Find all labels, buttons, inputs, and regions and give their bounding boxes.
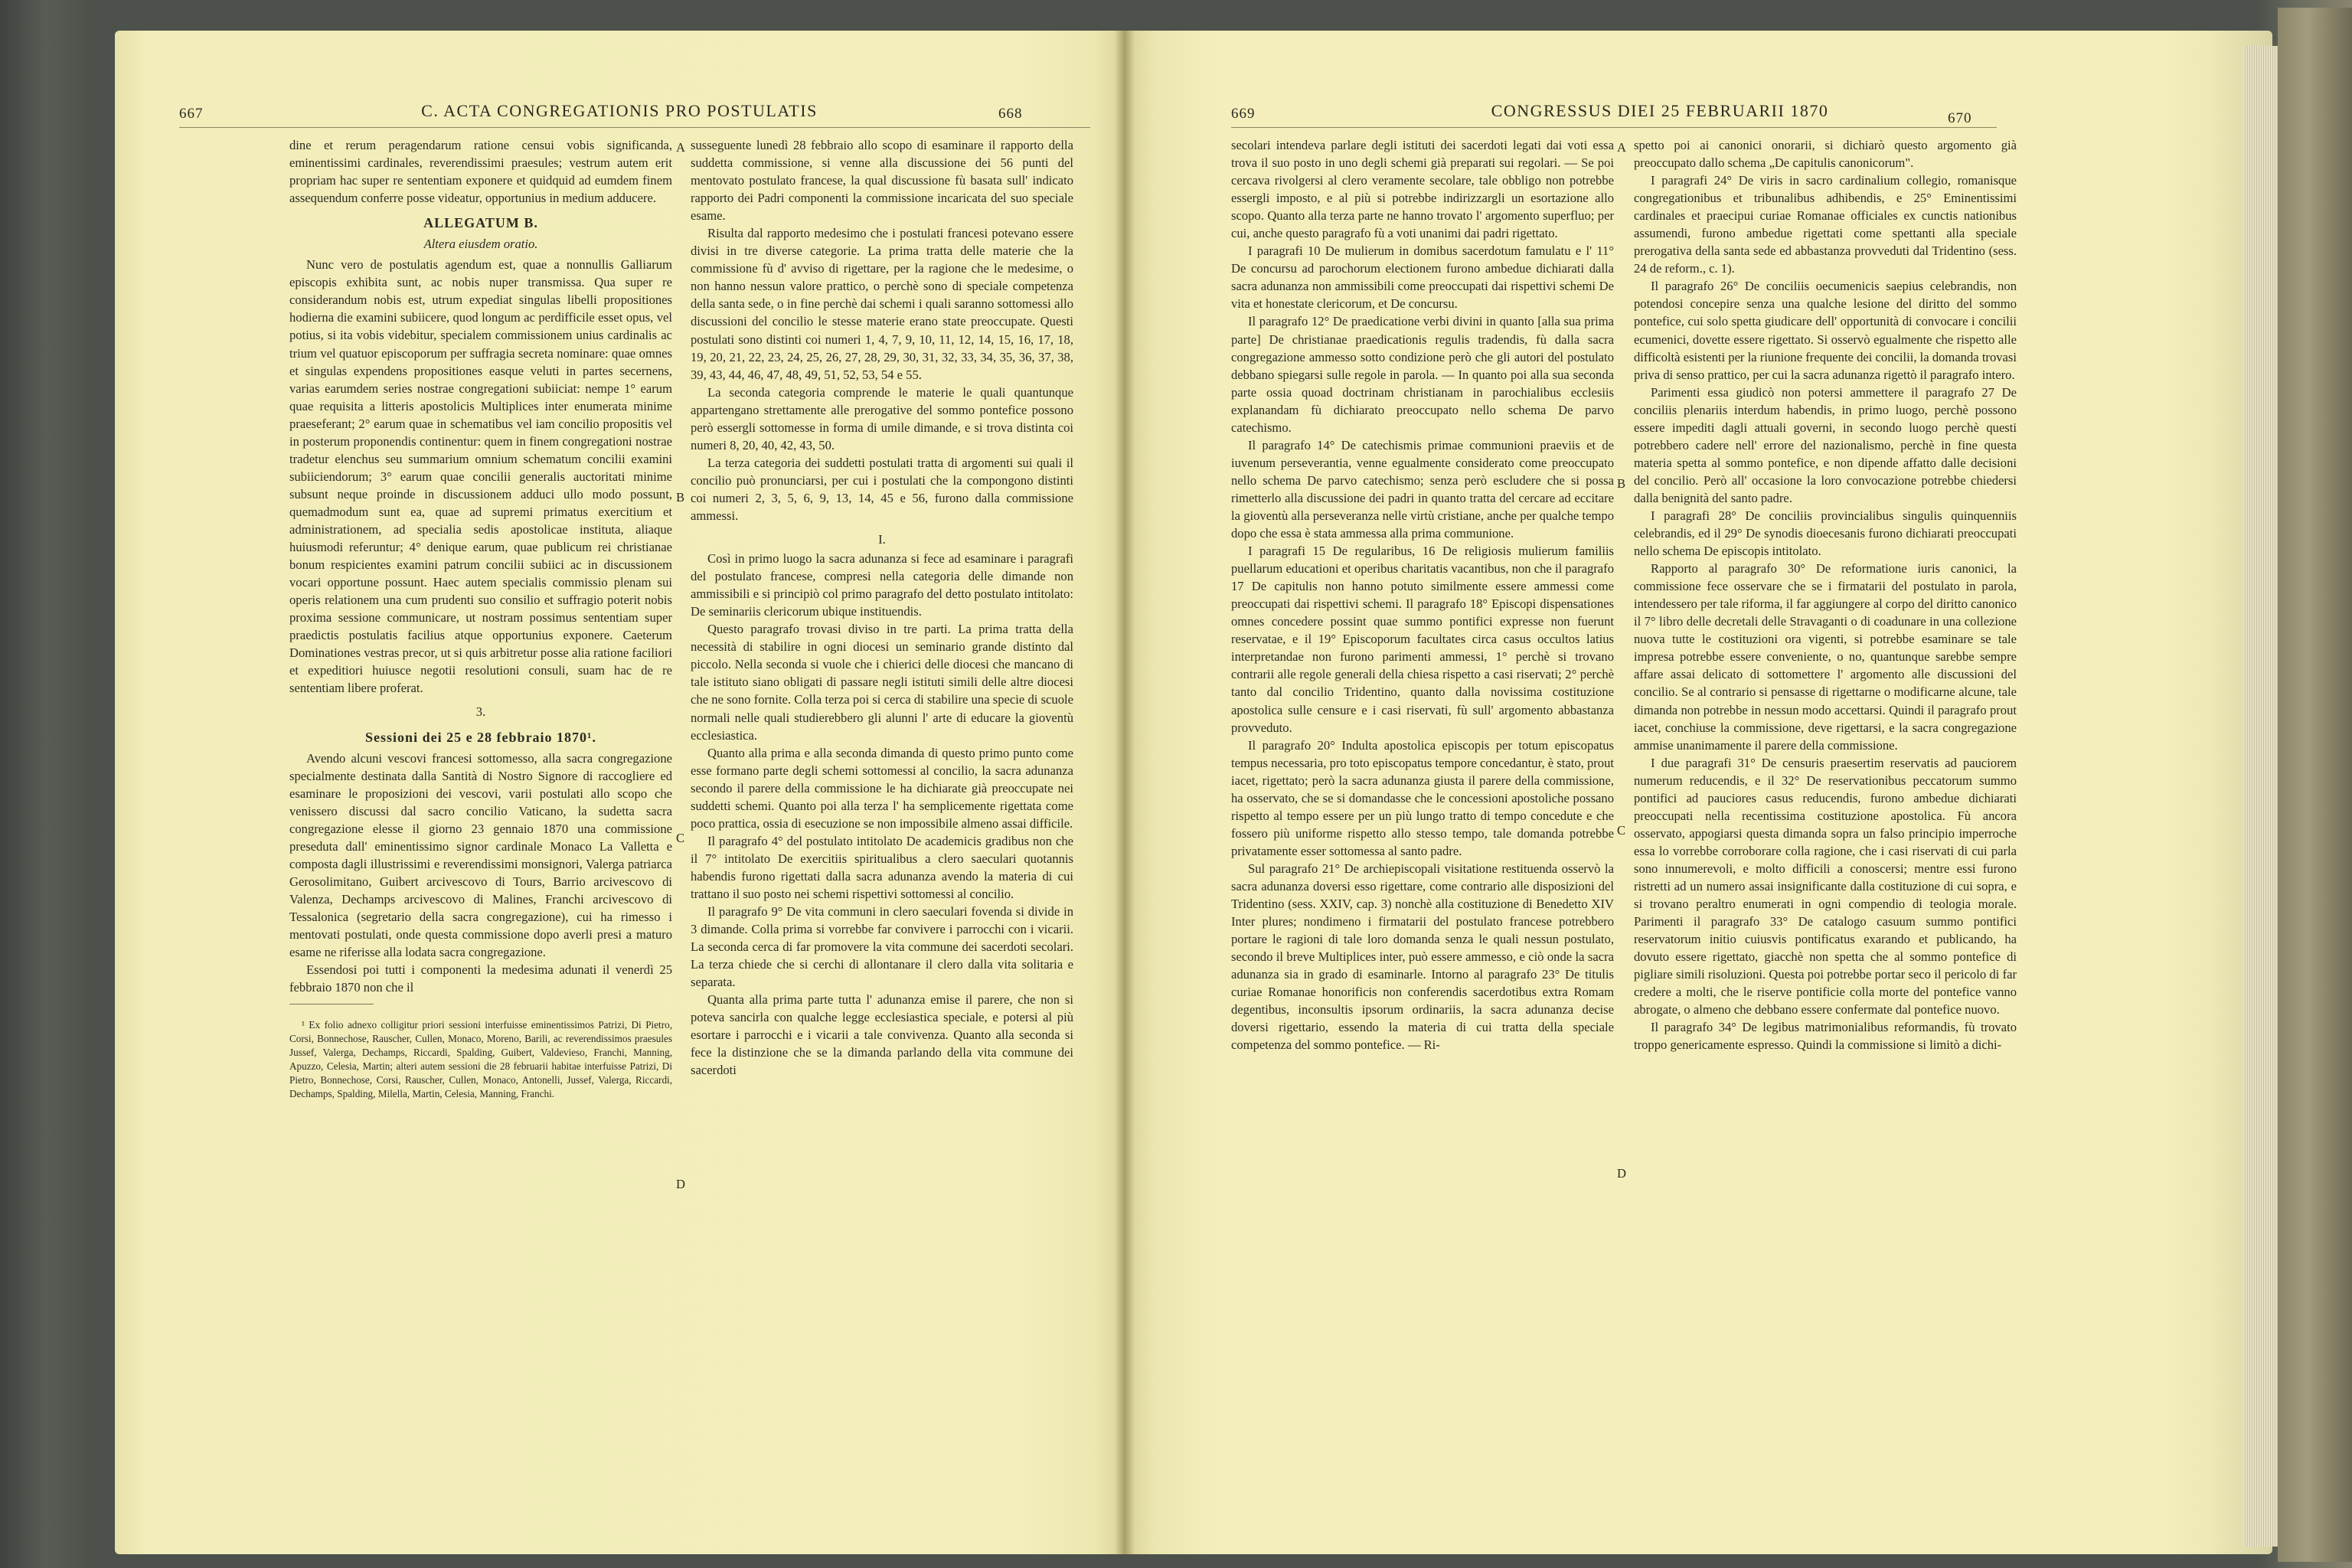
left-page-header [115, 67, 1124, 122]
left-column-1 [289, 136, 672, 1545]
paragraph: I paragrafi 28° De conciliis provincialibus singulis quinquenniis celebrandis, ed il 29° De synodis dioecesanis furono dichiarati preoccupati nello schema De episcopis intitolato. [1634, 508, 2017, 559]
header-rule [1231, 127, 1997, 128]
paragraph: Il paragrafo 34° De legibus matrimonialibus reformandis, fù trovato troppo genericamente espresso. Quindi la commissione si limitò a dichi- [1634, 1020, 2017, 1053]
paragraph: La terza categoria dei suddetti postulati tratta di argomenti sui quali il concilio può pronunciarsi, per cui i postulati che la compongono distinti coi numeri 2, 3, 5, 6, 9, 13, 14, 45 e 56, furono dalla commissione ammessi. [691, 455, 1073, 523]
paragraph: Il paragrafo 20° Indulta apostolica episcopis per totum episcopatus tempus necessaria, pro toto episcopatus tempore concedantur, è stato, prout iacet, rigettato; però la sacra adunanza giusta il parere della commissione, ha osservato, che se si domandasse che le concessioni apostoliche possano rispetto al tempo essere per un più lungo tratto di tempo concedute e che fossero più uniforme rispetto allo stesso tempo, tale domanda potrebbe privatamente esser sottomessa al santo padre. [1231, 737, 1614, 858]
left-column-2 [691, 136, 1073, 1545]
right-column-2 [1634, 136, 2017, 1545]
paragraph: I paragrafi 15 De regularibus, 16 De religiosis mulierum familiis puellarum educationi et operibus charitatis vacantibus, non che il paragrafo 17 De capitulis non hanno potuto similmente essere ammessi come preoccupati dai rispettivi schemi. Il paragrafo 18° Episcopi dispensationes omnes concedere possint quae summo pontifici expresse non fuerunt reservatae, e il 19° Episcoporum facultates circa casus occultos latius interpretandae non furono parimenti ammessi, 1° perchè si trovano contrarii alle regole generali della chiesa rispetto a casi riservati; 2° perchè tanto dal concilio Tridentino, quanto dalla novissima costituzione apostolica sulle censure e i casi riservati, fù sull' argomento abbastanza provveduto. [1231, 544, 1614, 735]
page-number: 670 [1948, 110, 1972, 126]
paragraph: Così in primo luogo la sacra adunanza si fece ad esaminare i paragrafi del postulato francese, compresi nella categoria delle dimande non ammissibili e si principiò col primo paragrafo del detto postulato intitolato: De seminariis clericorum ubique instituendis. [691, 551, 1073, 619]
paragraph: La seconda categoria comprende le materie le quali quantunque appartengano strettamente alle prerogative del sommo pontefice possono però essergli sottomesse in forma di umile dimande, e si trova distinta coi numeri 8, 20, 40, 42, 43, 50. [691, 384, 1073, 452]
section-number: I. [878, 532, 886, 547]
margin-marker: D [1617, 1166, 1626, 1181]
section-heading: Sessioni dei 25 e 28 febbraio 1870¹. [365, 729, 596, 745]
paragraph: Essendosi poi tutti i componenti la medesima adunati il venerdì 25 febbraio 1870 non che il [289, 962, 672, 995]
left-page [115, 31, 1124, 1554]
paragraph: dine et rerum peragendarum ratione censui vobis significanda, eminentissimi cardinales, reverendissimi praesules; vestrum autem erit propriam hac super re sententiam exponere et quidquid ad eumdem finem assequendum conferre posse videatur, opportunius in medium adducere. [289, 138, 672, 206]
book-gutter [1115, 31, 1135, 1554]
running-title: C. ACTA CONGREGATIONIS PRO POSTULATIS [421, 101, 818, 120]
paragraph: Rapporto al paragrafo 30° De reformatione iuris canonici, la commissione fece osservare che se i firmatarii del postulato in parola, intendessero per tale riforma, il far aggiungere al corpo del diritto canonico il 7° libro delle decretali delle Stravaganti o di coadunare in una collezione nuova tutte le costituzioni ora vigenti, si potrebbe esaminare se tale impresa potrebbe essere conveniente, o no, quantunque sarebbe sempre affare assai delicato di sottomettere l' argomento alle discussioni del concilio. Se al contrario si pensasse di rigettarne o modificarne alcune, tale dimanda non potrebbe in nessun modo accettarsi. Quindi il paragrafo prout iacet, conchiuse la commissione, deve rigettarsi, e la sacra congregazione ammise unanimamente il parere della commissione. [1634, 561, 2017, 753]
paragraph: Il paragrafo 4° del postulato intitolato De academicis gradibus non che il 7° intitolato De exercitiis spiritualibus a clero saeculari quotannis habendis furono rigettati dalla sacra adunanza avendo la materia di cui trattano il suo posto nei schemi rispettivi sottomessi al concilio. [691, 833, 1073, 901]
paragraph: susseguente lunedì 28 febbraio allo scopo di esaminare il rapporto della suddetta commissione, si venne alla discussione dei 56 punti del mentovato postulato francese, la qual discussione fù basata sull' indicato rapporto dei Padri componenti la commissione incaricata del suo speciale esame. [691, 138, 1073, 224]
paragraph: secolari intendeva parlare degli istituti dei sacerdoti legati dai voti essa trova il suo posto in uno degli schemi già preparati sui regolari. — Se poi cercava rivolgersi al clero veramente secolare, tale obbligo non potrebbe essergli imposto, e al più si potrebbe indirizzargli un esortazione allo scopo. Quanto alla terza parte ne hanno trovato l' argomento superfluo; per cui, anche questo paragrafo fù a voti unanimi dai padri rigettato. [1231, 138, 1614, 241]
paragraph: Nunc vero de postulatis agendum est, quae a nonnullis Galliarum episcopis exhibita sunt, ac nobis nuper transmissa. Qua super re considerandum nobis est, utrum expediat singulas libelli propositiones hodierna die examini subiicere, quod longum ac perdifficile esset opus, vel potius, si ita vobis videbitur, specialem commissionem unius cardinalis ac trium vel quatuor episcoporum per suffragia secreta nominare: quae omnes et singulas expendens propositiones easque veluti in partes secernens, varias earumdem series nostrae congregationi subiiciat: nempe 1° earum quae requisita a litteris apostolicis Multiplices inter enumerata minime praeseferant; 2° earum quae in schematibus vel iam concilio propositis vel in posterum proponendis continentur: quem in finem congregationi nostrae tradetur elenchus seu summarium omnium schematum concilii examini subiiciendorum; 3° earum quae concilii generalis auctoritati minime subsunt neque proinde in discussionem adduci ullo modo possunt, quemadmodum sunt ea, quae ad supremi primatus exercitium et administrationem, ad specialia sedis apostolicae instituta, aliaque huiusmodi referuntur; 4° denique earum, quae publicum rei christianae bonum respicientes examini patrum concilii subiici ac in discussionem vocari opportune possunt. Haec autem specialis commissio plenam sui operis relationem una cum prudenti suo consilio et suffragio poterit nobis proxima sessione communicare, ut nostram possimus sententiam super praedictis postulatis facilius atque opportunius exponere. Caeterum Dominationes vestras precor, ut si quis arbitretur posse alia ratione faciliori et expeditiori huiusce negotii resolutioni consuli, suam hac de re sententiam libere proferat. [289, 257, 672, 696]
page-number: 667 [179, 106, 204, 122]
running-title: CONGRESSUS DIEI 25 FEBRUARII 1870 [1491, 101, 1829, 120]
paragraph: Parimenti essa giudicò non potersi ammettere il paragrafo 27 De conciliis plenariis interdum habendis, in primo luogo, perchè possono essere impediti dagli attuali governi, in secondo luogo perchè questi potrebbero cadere nell' errore del nazionalismo, perchè in fine questa materia spetta al sommo pontefice, e non dipende affatto dalle decisioni del concilio. Però all' occasione la loro convocazione potrebbe chiedersi dalla benignità del santo padre. [1634, 384, 2017, 505]
section-subheading: Altera eiusdem oratio. [423, 237, 538, 252]
paragraph: spetto poi ai canonici onorarii, si dichiarò questo argomento già preoccupato dallo schema „De capitulis canonicorum". [1634, 138, 2017, 171]
paragraph: Quanto alla prima e alla seconda dimanda di questo primo punto come esse formano parte degli schemi sottomessi al concilio, la sacra adunanza secondo il parere della commissione le ha dichiarate già preoccupate nei suddetti schemi. Quanto poi alla terza l' ha semplicemente rigettata come poco prattica, ossia di esecuzione se non impossibile almeno assai difficile. [691, 745, 1073, 831]
paragraph: Avendo alcuni vescovi francesi sottomesso, alla sacra congregazione specialmente destinata dalla Santità di Nostro Signore di raccogliere ed esaminare le proposizioni dei vescovi, varii postulati allo scopo che venissero discussi dal sacro concilio Vaticano, la sudetta sacra congregazione elesse il giorno 23 gennaio 1870 una commissione preseduta dall' eminentissimo signor cardinale Monaco La Valletta e composta dagli illustrissimi e reverendissimi monsignori, Valerga patriarca Gerosolimitano, Guibert arcivescovo di Tours, Barrio arcivescovo di Valenza, Dechamps arcivescovo di Malines, Franchi arcivescovo di Tessalonica (segretario della sacra congregazione), cui ha rimesso i mentovati postulati, onde questa commissione dopo averli presi a maturo esame ne riferisse alla lodata sacra congregazione. [289, 750, 672, 960]
paragraph: Risulta dal rapporto medesimo che i postulati francesi potevano essere divisi in tre diverse categorie. La prima tratta delle materie che la commissione fù d' avviso di rigettare, per la ragione che le medesime, o non hanno nessun valore prattico, o perchè sono di speciale competenza della santa sede, o in fine perchè dai schemi i quali saranno sottomessi allo discussioni del concilio le stesse materie erano state preoccupate. Questi postulati sono distinti coi numeri 1, 4, 7, 9, 10, 11, 12, 14, 15, 16, 17, 18, 19, 20, 21, 22, 23, 24, 25, 26, 27, 28, 29, 30, 31, 32, 33, 34, 35, 36, 37, 38, 39, 43, 44, 46, 47, 48, 49, 51, 52, 53, 54 e 55. [691, 226, 1073, 382]
paragraph: Quanta alla prima parte tutta l' adunanza emise il parere, che non si poteva sancirla con qualche legge ecclesiastica speciale, e potersi al più esortare i parrocchi e i vicarii a tale convivenza. Quanto alla seconda si fece la distinzione che se la dimanda parlando della vita commune dei sacerdoti [691, 992, 1073, 1078]
margin-marker: C [1617, 823, 1626, 838]
margin-marker: A [676, 140, 685, 155]
paragraph: I due paragrafi 31° De censuris praesertim reservatis ad pauciorem numerum reducendis, e il 32° De reservationibus peccatorum summo pontifici ad pauciores casus reducendis, furono ambedue dichiarati preoccupati nella recentissima costituzione apostolica. Fù ancora osservato, appogiarsi questa dimanda sopra un falso principio imperroche essa lo vorrebbe corroborare colla ragione, che i casi riservati di cui parla sono innumerevoli, e molto difficili a conoscersi; mentre essi furono ristretti ad un numero assai insignificante dalla costituzione di cui sopra, e si trovano peraltro enumerati in ogni compendio di teologia morale. Parimenti il paragrafo 33° De catalogo casuum summo pontifici reservatorum initio cuiusvis pontificatus exarando et publicando, ha dovuto essere rigettato, giacchè non spetta che al sommo pontefice di pigliare simili risoluzioni. Questa poi potrebbe portar seco il pericolo di far credere a molti, che le riserve pontificie colla morte del pontefice vanno abrogate, o almeno che debbano essere confermate dal pontefice nuovo. [1634, 755, 2017, 1018]
right-page-header [1124, 67, 2272, 126]
paragraph: Questo paragrafo trovasi diviso in tre parti. La prima tratta della necessità di stabilire in ogni diocesi un seminario grande distinto dal piccolo. Nella seconda si vuole che i chierici delle diocesi che mancano di tale istituto siano obligati di passare negli istituti simili delle altre diocesi che ne sono fornite. Colla terza poi si cerca di stabilire una specie di scuole normali nelle quali studierebbero gli alunni l' arte di educare la gioventù ecclesiastica. [691, 622, 1073, 743]
margin-marker: A [1617, 140, 1626, 155]
right-column-1 [1231, 136, 1614, 1545]
page-number: 669 [1231, 106, 1256, 122]
margin-marker: C [676, 831, 685, 845]
margin-marker: B [1617, 476, 1626, 491]
paragraph: Il paragrafo 26° De conciliis oecumenicis saepius celebrandis, non potendosi concepire senza una qualche lesione del diritto del sommo pontefice, cui solo spetta giudicare dell' opportunità di convocare i concilii ecumenici, dovette essere rigettato. Si osservò egualmente che rispetto alle difficoltà esistenti per la riunione frequente dei concilii, la domanda trovasi priva di senso prattico, per cui la sacra adunanza rigettò il paragrafo intero. [1634, 279, 2017, 382]
margin-marker: B [676, 490, 685, 505]
paragraph: I paragrafi 10 De mulierum in domibus sacerdotum famulatu e l' 11° De concursu ad parochorum electionem furono ambedue dichiarati dalla sacra adunanza non ammissibili come preoccupati dai rispettivi schemi De vita et honestate clericorum, et De concursu. [1231, 243, 1614, 312]
section-heading: ALLEGATUM B. [423, 215, 538, 231]
paragraph: Il paragrafo 14° De catechismis primae communioni praeviis et de iuvenum perseverantia, venne egualmente considerato come preoccupato nello schema De parvo catechismo; senza però escludere che si possa rimetterlo alla discussione dei padri in quanto tratta del cercare ad eccitare la gioventù alla perseveranza nelle virtù cristiane, anche per qualche tempo dopo che essa è stata ammessa alla prima communione. [1231, 437, 1614, 541]
paragraph: Il paragrafo 9° De vita communi in clero saeculari fovenda si divide in 3 dimande. Colla prima si vorrebbe far convivere i parrocchi con i vicarii. La seconda cerca di far promovere la vita commune dei sacerdoti secolari. La terza chiede che si cerchi di allontanare il clero dalla vita solitaria e separata. [691, 904, 1073, 990]
paragraph: I paragrafi 24° De viris in sacro cardinalium collegio, romanisque congregationibus et tribunalibus adhibendis, e 25° Eminentissimi cardinales et praecipui curiae Romanae officiales ex cunctis nationibus assumendi, furono ambedue rigettati come spettanti alla speciale prerogativa della santa sede ed abbastanza provveduti dal Tridentino (sess. 24 de reform., c. 1). [1634, 173, 2017, 276]
footnote: ¹ Ex folio adnexo colligitur priori sessioni interfuisse eminentissimos Patrizi, Di Pietro, Corsi, Bonnechose, Rauscher, Cullen, Monaco, Moreno, Barili, ac reverendissimos praesules Jussef, Valerga, Dechamps, Riccardi, Spalding, Guibert, Valdevieso, Franchi, Manning, Apuzzo, Celesia, Martin; alteri autem sessioni die 28 februarii habitae interfuisse Patrizi, Di Pietro, Bonnechose, Corsi, Rauscher, Cullen, Monaco, Antonelli, Jussef, Valerga, Riccardi, Dechamps, Spalding, Milella, Martin, Celesia, Manning, Franchi. [289, 1019, 672, 1100]
right-page [1124, 31, 2272, 1554]
section-number: 3. [475, 704, 486, 720]
paragraph: Sul paragrafo 21° De archiepiscopali visitatione restituenda osservò la sacra adunanza doversi esso rigettare, come contrario alle disposizioni del Tridentino (sess. XXIV, cap. 3) nonchè alla costituzione di Benedetto XIV Inter plures; nondimeno i firmatarii del postulato francese potrebbero portare le ragioni di tale loro domanda senza le quali nessun postulato, secondo il breve Multiplices inter, può essere ammesso, e ciò onde la sacra adunanza sia in grado di esaminarle. Intorno al paragrafo 23° De titulis curiae Romanae honorificis non conferendis sacerdotibus extra Romam degentibus, inconsultis ipsorum ordinariis, la sacra adunanza decise doversi rigettario, essendo la materia di cui tratta della speciale competenza del sommo pontefice. — Ri- [1231, 861, 1614, 1053]
header-rule [179, 127, 1090, 128]
book-cover-edge [2278, 8, 2352, 1562]
page-number: 668 [998, 106, 1023, 122]
margin-marker: D [676, 1177, 685, 1191]
page-edges [2243, 46, 2278, 1547]
paragraph: Il paragrafo 12° De praedicatione verbi divini in quanto [alla sua prima parte] De christianae praedicationis regulis tradendis, fù dalla sacra congregazione ammesso sotto condizione però che gli autori del postulato debbano spiegarsi sulle regole in parola. — In quanto poi alla sua seconda parte ossia quoad doctrinam christianam in parochialibus ecclesiis explanandam fù dichiarato preoccupato nello schema De parvo catechismo. [1231, 314, 1614, 435]
